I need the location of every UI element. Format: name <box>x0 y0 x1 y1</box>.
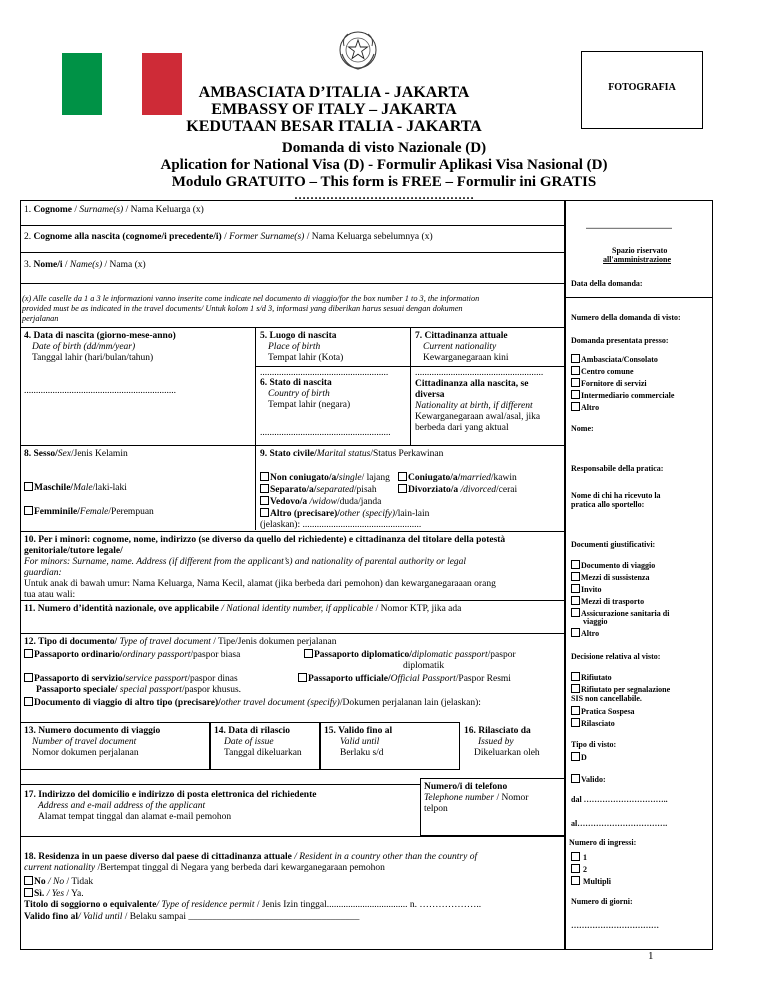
field-document-number[interactable]: 13. Numero documento di viaggio Number of travel document Nomor dokumen perjalanan <box>24 726 161 758</box>
photo-box: FOTOGRAFIA <box>581 51 703 129</box>
decision-issued[interactable]: Rilasciato <box>571 718 615 728</box>
checkbox-icon[interactable] <box>571 774 580 783</box>
field-document-type: 12. Tipo di documento/ Type of travel document / Tipe/Jenis dokumen perjalanan <box>24 637 337 647</box>
nationality-dots: ...................................................... <box>415 368 544 378</box>
checkbox-diplomatic-passport[interactable]: Passaporto diplomatico/diplomatic passport/paspor <box>304 649 516 661</box>
field-date-of-birth[interactable]: 4. Data di nascita (giorno-mese-anno) Date of birth (dd/mm/year) Tanggal lahir (hari/bulan/tahun) <box>24 331 176 363</box>
checkbox-icon[interactable] <box>571 354 580 363</box>
checkbox-icon[interactable] <box>24 482 33 491</box>
field-issued-by[interactable]: 16. Rilasciato da Issued by Dikeluarkan oleh <box>464 726 540 758</box>
note-line-2: provided must be as indicated in the travel documents/ Untuk kolom 1 s/d 3, informasi yang diberikan harus sesuai dengan dokumen <box>22 304 463 313</box>
admin-title: all'amministrazione <box>603 255 671 264</box>
field-country-of-birth[interactable]: 6. Stato di nascita Country of birth Tempat lahir (negara) <box>260 378 351 410</box>
doc-insurance-cont: viaggio <box>583 617 608 626</box>
field-nationality-at-birth[interactable]: Cittadinanza alla nascita, se diversa Nationality at birth, if different Kewarganegaraan awal/asal, jika berbeda dari yang aktual <box>415 379 541 433</box>
field-national-id[interactable]: 11. Numero d’identità nazionale, ove applicabile / National identity number, if applicable / Nomor KTP, jika ada <box>24 604 462 614</box>
checkbox-divorced[interactable]: Divorziato/a /divorced/cerai <box>398 484 517 496</box>
visa-valid[interactable]: Valido: <box>571 774 606 784</box>
admin-responsible-label[interactable]: Responsabile della pratica: <box>571 464 664 473</box>
doc-other[interactable]: Altro <box>571 628 599 638</box>
checkbox-icon[interactable] <box>571 402 580 411</box>
decision-refused[interactable]: Rifiutato <box>571 672 612 682</box>
cob-dots: ....................................................... <box>260 428 391 438</box>
doc-invitation[interactable]: Invito <box>571 584 601 594</box>
checkbox-icon[interactable] <box>304 649 313 658</box>
doc-insurance[interactable]: Assicurazione sanitaria di <box>571 608 669 618</box>
checkbox-residence-no[interactable]: No / No / Tidak <box>24 876 93 888</box>
checkbox-widowed[interactable]: Vedovo/a /widow/duda/janda <box>260 496 381 508</box>
checkbox-icon[interactable] <box>398 472 407 481</box>
field-residence-valid[interactable]: Valido fino al/ Valid until / Belaku sampai ____________________________________ <box>24 912 360 922</box>
admin-presented-label: Domanda presentata presso: <box>571 336 669 345</box>
checkbox-ordinary-passport[interactable]: Passaporto ordinario/ordinary passport/paspor biasa <box>24 649 240 661</box>
field-current-nationality[interactable]: 7. Cittadinanza attuale Current nationality Kewarganegaraan kini <box>415 331 509 363</box>
admin-days-label[interactable]: Numero di giorni: <box>571 897 633 906</box>
page-number: 1 <box>648 950 654 962</box>
checkbox-residence-yes[interactable]: Sì. / Yes / Ya. <box>24 888 84 900</box>
checkbox-icon[interactable] <box>571 852 580 861</box>
pob-dots: ...................................................... <box>260 368 389 378</box>
checkbox-icon[interactable] <box>24 506 33 515</box>
visa-valid-from[interactable]: dal ………………………….. <box>571 795 668 804</box>
admin-entries-label: Numero di ingressi: <box>569 838 637 847</box>
checkbox-icon[interactable] <box>571 876 580 885</box>
admin-date-label[interactable]: Data della domanda: <box>571 279 643 288</box>
admin-decision-label: Decisione relativa al visto: <box>571 652 661 661</box>
form-title-it: Domanda di visto Nazionale (D) <box>281 140 487 156</box>
admin-days-dots: …………………………… <box>571 921 659 930</box>
checkbox-icon[interactable] <box>571 706 580 715</box>
checkbox-married[interactable]: Coniugato/a/married/kawin <box>398 472 517 484</box>
admin-received-by-2: pratica allo sportello: <box>571 500 645 509</box>
checkbox-icon[interactable] <box>571 628 580 637</box>
checkbox-icon[interactable] <box>571 572 580 581</box>
admin-number-label[interactable]: Numero della domanda di visto: <box>571 313 681 322</box>
checkbox-icon[interactable] <box>571 366 580 375</box>
admin-received-by[interactable]: Nome di chi ha ricevuto la <box>571 491 661 500</box>
checkbox-service-passport[interactable]: Passaporto di servizio/service passport/paspor dinas <box>24 673 238 685</box>
checkbox-icon[interactable] <box>571 752 580 761</box>
checkbox-icon[interactable] <box>24 673 33 682</box>
checkbox-icon[interactable] <box>24 697 33 706</box>
checkbox-icon[interactable] <box>571 684 580 693</box>
admin-dots: ........................................... <box>586 222 672 231</box>
place-other[interactable]: Altro <box>571 402 599 412</box>
entries-multiple[interactable]: Multipli <box>571 876 611 886</box>
checkbox-icon[interactable] <box>24 888 33 897</box>
admin-reserved: Spazio riservato <box>612 246 668 255</box>
field-sex: 8. Sesso/Sex/Jenis Kelamin <box>24 449 128 459</box>
checkbox-icon[interactable] <box>260 484 269 493</box>
note-line-1: (x) Alle caselle da 1 a 3 le informazioni vanno inserite come indicate nel documento di viaggio/for the box number 1 to 3, the information <box>22 294 480 303</box>
checkbox-other-document[interactable]: Documento di viaggio di altro tipo (precisare)/other travel document (specify)/Dokumen perjalanan lain (jelaskan): <box>24 697 481 709</box>
doc-means[interactable]: Mezzi di sussistenza <box>571 572 649 582</box>
checkbox-other-status[interactable]: Altro (precisare)/other (specify)/lain-lain <box>260 508 429 520</box>
field-valid-until[interactable]: 15. Valido fino al Valid until Berlaku s/d <box>324 726 393 758</box>
doc-transport[interactable]: Mezzi di trasporto <box>571 596 644 606</box>
doc-travel[interactable]: Documento di viaggio <box>571 560 655 570</box>
admin-docs-label: Documenti giustificativi: <box>571 540 656 549</box>
field-address[interactable]: 17. Indirizzo del domicilio e indirizzo di posta elettronica del richiedente Address and e-mail address of the applicant Alamat tempat tinggal dan alamat e-mail pemohon <box>24 790 317 822</box>
field-residence: 18. Residenza in un paese diverso dal paese di cittadinanza attuale / Resident in a country other than the country of current nationality /Bertempat tinggal di Negara yang berbeda dari kewarganegaraan pemohon <box>24 852 478 873</box>
italian-emblem-icon <box>336 28 380 72</box>
checkbox-icon[interactable] <box>571 584 580 593</box>
field-issue-date[interactable]: 14. Data di rilascio Date of issue Tanggal dikeluarkan <box>214 726 302 758</box>
visa-valid-to[interactable]: al……………………………. <box>571 819 668 828</box>
checkbox-icon[interactable] <box>571 672 580 681</box>
embassy-name-id: KEDUTAAN BESAR ITALIA - JAKARTA <box>186 118 482 135</box>
checkbox-icon[interactable] <box>571 608 580 617</box>
checkbox-separated[interactable]: Separato/a/separated/pisah <box>260 484 377 496</box>
field-former-surname[interactable]: 2. Cognome alla nascita (cognome/i precedente/i) / Former Surname(s) / Nama Keluarga sebelumnya (x) <box>24 232 433 242</box>
admin-visa-type-label: Tipo di visto: <box>571 740 617 749</box>
decision-suspended[interactable]: Pratica Sospesa <box>571 706 635 716</box>
checkbox-icon[interactable] <box>260 508 269 517</box>
checkbox-icon[interactable] <box>571 390 580 399</box>
place-embassy[interactable]: Ambasciata/Consolato <box>571 354 658 364</box>
checkbox-male[interactable]: Maschile/Male/laki-laki <box>24 482 127 494</box>
field-minors[interactable]: 10. Per i minori: cognome, nome, indirizzo (se diverso da quello del richiedente) e cittadinanza del titolare della potestà genitoriale/tutore legale/ For minors: Surname, name. Address (if different from the applicant’s) and nationality of parental authority or legal guardian: Untuk anak di bawah umur: Nama Keluarga, Nama Kecil, alamat (jika berbeda dari pemohon) dan kewarganegaraaan orang tua atau wali: <box>24 535 506 600</box>
checkbox-female[interactable]: Femminile/Female/Perempuan <box>24 506 154 518</box>
checkbox-icon[interactable] <box>298 673 307 682</box>
field-marital-status: 9. Stato civile/Marital status/Status Perkawinan <box>260 449 444 459</box>
checkbox-icon[interactable] <box>571 560 580 569</box>
checkbox-icon[interactable] <box>260 496 269 505</box>
checkbox-official-passport[interactable]: Passaporto ufficiale/Official Passport/Paspor Resmi <box>298 673 511 685</box>
decision-refused-sis[interactable]: Rifiutato per segnalazione <box>571 684 670 694</box>
special-passport: Passaporto speciale/ special passport/paspor khusus. <box>36 685 242 695</box>
embassy-name-it: AMBASCIATA D’ITALIA - JAKARTA <box>198 84 470 101</box>
form-title-en: Aplication for National Visa (D) - Formulir Aplikasi Visa Nasional (D) <box>160 157 608 173</box>
checkbox-icon[interactable] <box>398 484 407 493</box>
field-name[interactable]: 3. Nome/i / Name(s) / Nama (x) <box>24 260 146 270</box>
place-service-provider[interactable]: Fornitore di servizi <box>571 378 647 388</box>
checkbox-icon[interactable] <box>571 718 580 727</box>
checkbox-icon[interactable] <box>571 864 580 873</box>
field-residence-permit[interactable]: Titolo di soggiorno o equivalente/ Type of residence permit / Jenis Izin tinggal.................................. n. ……………….. <box>24 900 482 910</box>
admin-name-label[interactable]: Nome: <box>571 424 594 433</box>
embassy-name-en: EMBASSY OF ITALY – JAKARTA <box>211 101 457 118</box>
entries-2[interactable]: 2 <box>571 864 587 874</box>
title-dots: ……………………………………… <box>294 188 474 202</box>
checkbox-icon[interactable] <box>260 472 269 481</box>
note-line-3: perjalanan <box>22 314 59 323</box>
place-common-center[interactable]: Centro comune <box>571 366 634 376</box>
field-place-of-birth[interactable]: 5. Luogo di nascita Place of birth Tempat lahir (Kota) <box>260 331 344 363</box>
checkbox-icon[interactable] <box>24 876 33 885</box>
checkbox-icon[interactable] <box>571 378 580 387</box>
field-surname[interactable]: 1. Cognome / Surname(s) / Nama Keluarga (x) <box>24 205 204 215</box>
visa-type-d[interactable]: D <box>571 752 587 762</box>
checkbox-single[interactable]: Non coniugato/a/single/ lajang <box>260 472 390 484</box>
form-title-free: Modulo GRATUITO – This form is FREE – Formulir ini GRATIS <box>171 174 597 190</box>
place-intermediary[interactable]: Intermediario commerciale <box>571 390 674 400</box>
checkbox-icon[interactable] <box>571 596 580 605</box>
checkbox-icon[interactable] <box>24 649 33 658</box>
other-status-dots: (jelaskan): .................................................. <box>260 520 422 530</box>
diplomatic-cont: diplomatik <box>403 661 445 671</box>
field-telephone[interactable]: Numero/i di telefono Telephone number / Nomor telpon <box>424 782 529 814</box>
decision-sis-note: SIS non cancellabile. <box>571 694 642 703</box>
dob-dots: ................................................................ <box>24 386 176 396</box>
entries-1[interactable]: 1 <box>571 852 587 862</box>
